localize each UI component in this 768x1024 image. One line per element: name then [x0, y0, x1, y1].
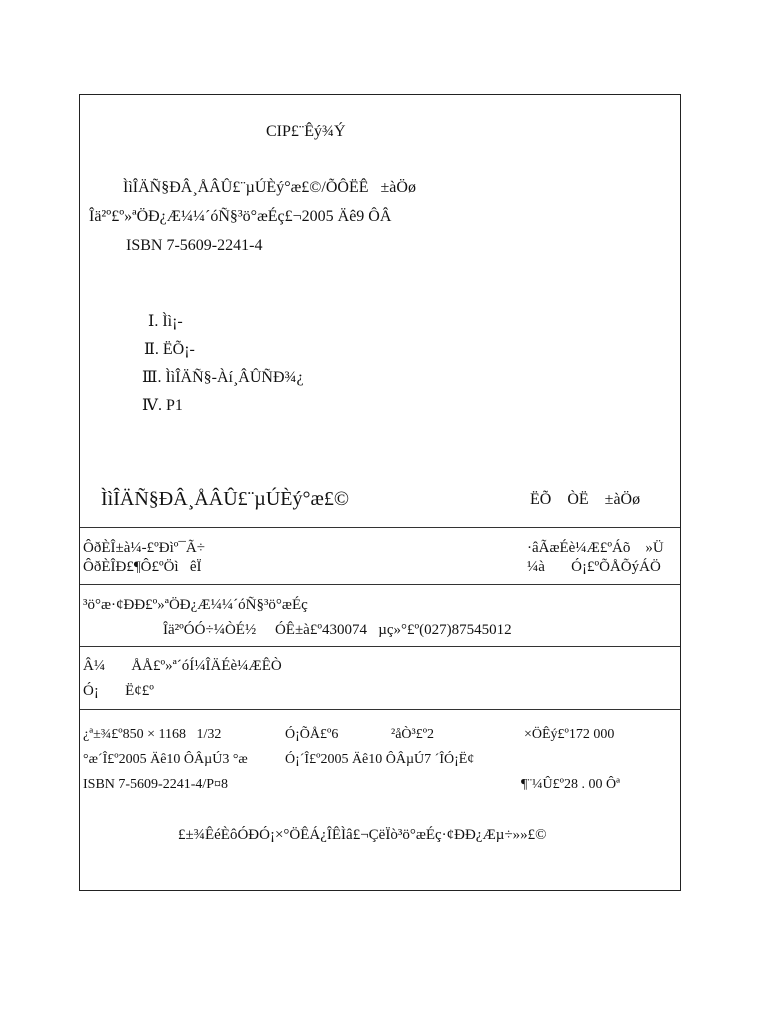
divider	[80, 709, 680, 710]
roman-numeral: Ⅰ	[148, 313, 155, 330]
cip-isbn: ISBN 7-5609-2241-4	[126, 237, 263, 254]
quality-notice: £±¾ÊéÈôÓÐÓ¡×°ÖÊÁ¿ÎÊÌâ£¬ÇëÏò³ö°æÉç·¢ÐÐ¿Æµ÷»»£©	[178, 827, 547, 843]
roman-numeral: Ⅳ	[142, 397, 158, 414]
supervisor-line: ¼à Ó¡£ºÕÅÕýÁÖ	[527, 559, 661, 575]
classification-item	[126, 376, 183, 436]
cip-record-line-1: ÌìÎÄÑ§ÐÂ¸ÅÂÛ£¨µÚÈý°æ£©/ÕÔËÊ ±àÖø	[123, 179, 416, 196]
book-authors: ËÕ ÒË ±àÖø	[530, 491, 641, 508]
isbn-classification: ISBN 7-5609-2241-4/P¤8	[83, 777, 229, 792]
impression-line: Ó¡´Î£º2005 Äê10 ÔÂµÚ7 ´ÎÓ¡Ë¢	[285, 752, 475, 767]
inserts-spec: ²åÒ³£º2	[391, 727, 435, 742]
edition-line: °æ´Î£º2005 Äê10 ÔÂµÚ3 °æ	[83, 752, 248, 767]
book-title: ÌìÎÄÑ§ÐÂ¸ÅÂÛ£¨µÚÈý°æ£©	[101, 488, 350, 510]
proofreader-line: ÔðÈÎÐ£¶Ô£ºÖì êÏ	[83, 559, 202, 575]
editor-line-1: ÔðÈÎ±à¼-£ºÐìº¯Ã÷	[83, 540, 205, 556]
divider	[80, 646, 680, 647]
cip-header: CIP£¨Êý¾Ý	[266, 123, 346, 140]
classification-text: . ËÕ¡-	[154, 341, 195, 358]
roman-numeral: Ⅱ	[144, 341, 155, 358]
price: ¶¨¼Û£º28 . 00 Ôª	[521, 777, 620, 792]
designer-line: ·âÃæÉè¼Æ£ºÁõ »Ü	[527, 540, 664, 556]
word-count: ×ÖÊý£º172 000	[524, 727, 615, 742]
classification-text: . ÌìÎÄÑ§-Àí¸ÂÛÑÐ¾¿	[157, 369, 304, 386]
divider	[80, 584, 680, 585]
divider	[80, 527, 680, 528]
classification-text: . P1	[157, 397, 183, 414]
publisher-name: ³ö°æ·¢ÐÐ£º»ªÖÐ¿Æ¼¼´óÑ§³ö°æÉç	[83, 597, 308, 613]
sheets-spec: Ó¡ÕÅ£º6	[285, 727, 339, 742]
format-spec: ¿ª±¾£º850 × 1168 1/32	[83, 727, 222, 742]
classification-text: . Ìì¡-	[154, 313, 183, 330]
print-line: Ó¡ Ë¢£º	[83, 683, 154, 699]
publisher-address: Îä²ºÓÓ÷¼ÒÉ½ ÓÊ±à£º430074 µç»°£º(027)87545012	[163, 622, 512, 638]
roman-numeral: Ⅲ	[142, 369, 158, 386]
typeset-line: Â¼ ÅÅ£º»ª´óÍ¼ÎÄÉè¼ÆÊÒ	[83, 658, 282, 674]
cip-record-line-2: Îä²º£º»ªÖÐ¿Æ¼¼´óÑ§³ö°æÉç£¬2005 Äê9 ÔÂ	[89, 208, 392, 225]
